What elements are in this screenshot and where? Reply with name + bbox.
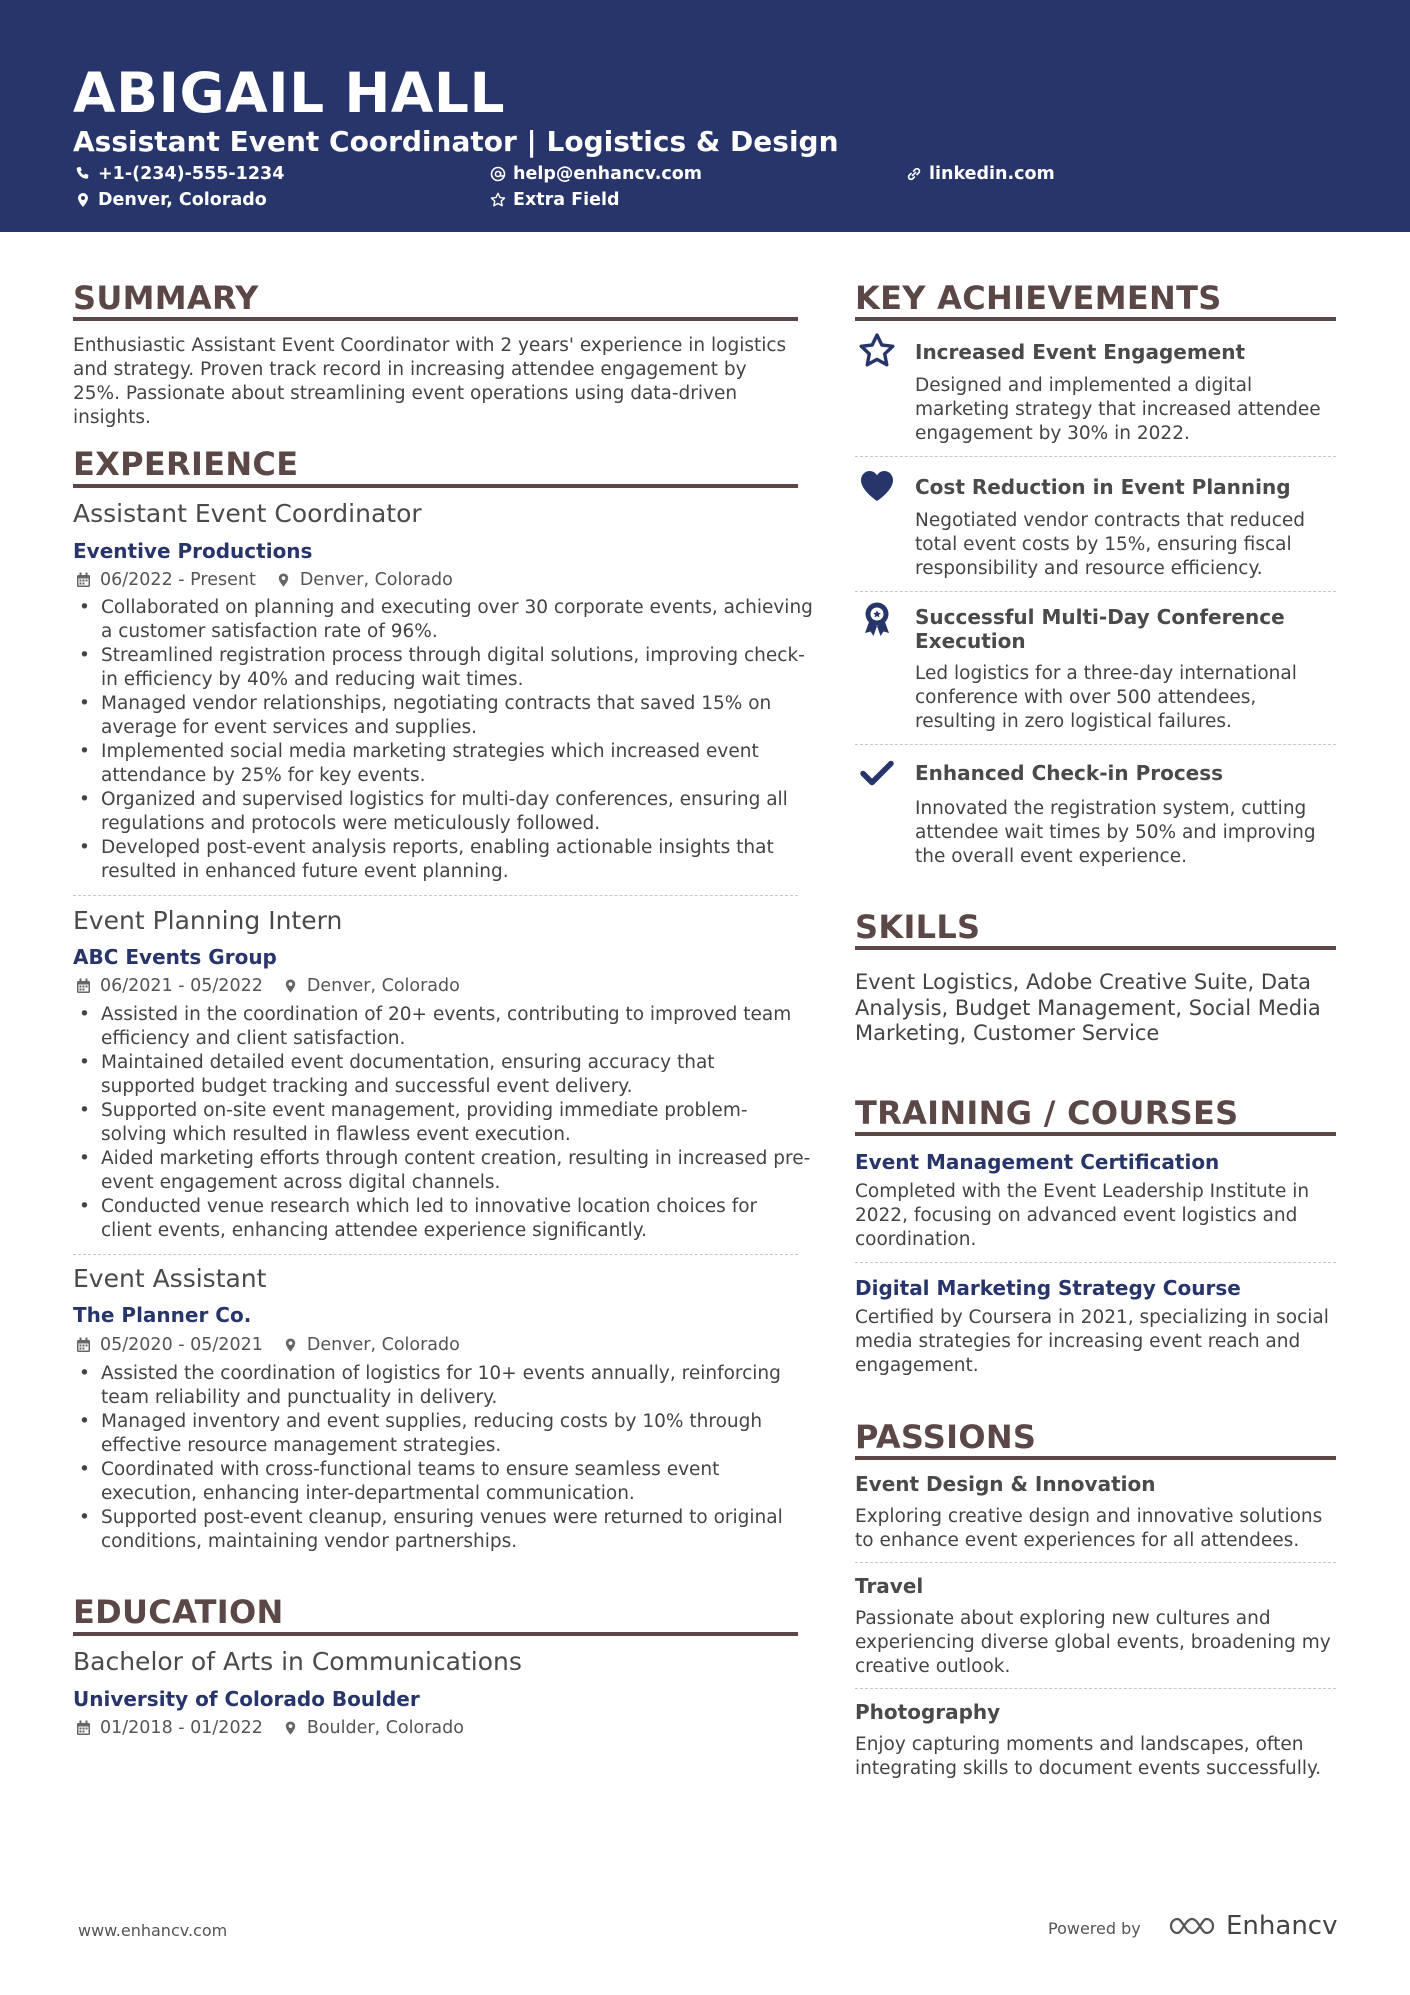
calendar-icon [76,572,91,588]
summary-rule [73,317,798,321]
job-meta [76,1333,460,1357]
bullet-item: • Collaborated on planning and executing over 30 corporate events, achieving a customer satisfaction rate of 96%. [73,596,813,644]
location-pin-icon [283,1337,298,1353]
course-desc: Completed with the Event Leadership Institute in 2022, focusing on advanced event logistics and coordination. [855,1181,1310,1250]
bullet-item: • Implemented social media marketing strategies which increased event attendance by 25% for key events. [73,740,813,788]
passion-desc: Enjoy capturing moments and landscapes, often integrating skills to document events successfully. [855,1734,1322,1779]
course-title: Event Management Certification [855,1150,1220,1174]
passion-title: Event Design & Innovation [855,1472,1156,1496]
course-title: Digital Marketing Strategy Course [855,1276,1241,1300]
header [0,0,1410,232]
job-dates: 06/2022 - Present [100,570,256,590]
bullet-item: • Conducted venue research which led to innovative location choices for client events, enhancing attendee experience significantly. [73,1195,813,1243]
passion-divider [855,1562,1336,1563]
linkedin-text: linkedin.com [929,164,1055,184]
link-icon [906,166,922,182]
enhancv-logo-icon [1168,1914,1216,1938]
school-name: University of Colorado Boulder [73,1687,420,1711]
contact-linkedin[interactable] [906,162,1055,186]
phone-text: +1-(234)-555-1234 [98,164,285,184]
candidate-title: Assistant Event Coordinator | Logistics & Design [73,125,839,158]
job-meta [76,568,453,592]
achievement-divider [855,744,1336,745]
passions-heading: PASSIONS [855,1418,1037,1456]
job-location [283,974,460,998]
achievement-desc: Innovated the registration system, cutting attendee wait times by 50% and improving the overall event experience. [915,798,1316,867]
education-heading: EDUCATION [73,1593,284,1631]
achievement-divider [855,591,1336,592]
job-title: Assistant Event Coordinator [73,499,422,528]
bullet-item: • Managed inventory and event supplies, reducing costs by 10% through effective resource management strategies. [73,1410,813,1458]
candidate-name: ABIGAIL HALL [73,61,506,125]
bullet-item: • Maintained detailed event documentation, ensuring accuracy that supported budget tracking and successful event delivery. [73,1051,813,1099]
skills-rule [855,946,1336,950]
star-outline-icon [490,192,506,208]
skills-heading: SKILLS [855,908,981,946]
achievement-title: Cost Reduction in Event Planning [915,475,1291,499]
passion-desc: Passionate about exploring new cultures and experiencing diverse global events, broadening my creative outlook. [855,1608,1331,1677]
training-rule [855,1132,1336,1136]
calendar-icon [76,1720,91,1736]
calendar-icon [76,978,91,994]
achievement-desc: Negotiated vendor contracts that reduced total event costs by 15%, ensuring fiscal responsibility and resource efficiency. [915,510,1306,579]
training-heading: TRAINING / COURSES [855,1094,1239,1132]
job-bullets [73,596,813,884]
contact-location [75,188,267,212]
bullet-item: • Coordinated with cross-functional teams to ensure seamless event execution, enhancing inter-departmental communication. [73,1458,813,1506]
bullet-item: • Assisted in the coordination of 20+ events, contributing to improved team efficiency and client satisfaction. [73,1003,813,1051]
achievement-title: Increased Event Engagement [915,340,1246,364]
summary-text: Enthusiastic Assistant Event Coordinator with 2 years' experience in logistics and strategy. Proven track record in increasing attendee engagement by 25%. Passionate about streamlining event operations using data-driven insights. [73,335,787,428]
footer-url[interactable]: www.enhancv.com [78,1921,228,1940]
brand-logo[interactable] [1168,1909,1337,1943]
job-divider [73,1254,798,1255]
email-text: help@enhancv.com [513,164,703,184]
job-bullets [73,1003,813,1243]
job-location [276,568,453,592]
course-desc: Certified by Coursera in 2021, specializing in social media strategies for increasing event reach and engagement. [855,1307,1329,1376]
passion-title: Photography [855,1700,1001,1724]
passion-divider [855,1688,1336,1689]
phone-icon [75,166,91,182]
extra-field-text: Extra Field [513,190,620,210]
education-meta [76,1716,464,1740]
job-location-text: Denver, Colorado [306,1335,460,1355]
job-company: The Planner Co. [73,1303,252,1327]
passion-title: Travel [855,1574,924,1598]
bullet-item: • Managed vendor relationships, negotiating contracts that saved 15% on average for event services and supplies. [73,692,813,740]
passion-desc: Exploring creative design and innovative solutions to enhance event experiences for all attendees. [855,1506,1323,1551]
powered-by-label: Powered by [1048,1919,1141,1938]
brand-name: Enhancv [1226,1911,1338,1941]
job-location-text: Denver, Colorado [306,976,460,996]
job-location-text: Denver, Colorado [299,570,453,590]
job-title: Event Assistant [73,1264,267,1293]
job-meta [76,974,460,998]
achievements-heading: KEY ACHIEVEMENTS [855,279,1222,317]
calendar-icon [76,1337,91,1353]
location-pin-icon [75,192,91,208]
achievement-title: Enhanced Check-in Process [915,761,1224,785]
achievement-desc: Designed and implemented a digital marketing strategy that increased attendee engagement by 30% in 2022. [915,375,1321,444]
bullet-item: • Supported on-site event management, providing immediate problem-solving which resulted in flawless event execution. [73,1099,813,1147]
job-bullets [73,1362,813,1554]
job-divider [73,895,798,896]
education-dates: 01/2018 - 01/2022 [100,1718,263,1738]
bullet-item: • Organized and supervised logistics for multi-day conferences, ensuring all regulations and protocols were meticulously followed. [73,788,813,836]
location-text: Denver, Colorado [98,190,267,210]
checkmark-icon [858,754,896,792]
star-icon [858,332,896,370]
award-ribbon-icon [858,600,896,638]
education-rule [73,1632,798,1636]
bullet-item: • Assisted the coordination of logistics for 10+ events annually, reinforcing team reliability and punctuality in delivery. [73,1362,813,1410]
job-title: Event Planning Intern [73,906,343,935]
bullet-item: • Supported post-event cleanup, ensuring venues were returned to original conditions, maintaining vendor partnerships. [73,1506,813,1554]
achievement-desc: Led logistics for a three-day international conference with over 500 attendees, resulting in zero logistical failures. [915,663,1297,732]
course-divider [855,1262,1336,1263]
job-dates: 05/2020 - 05/2021 [100,1335,263,1355]
contact-phone[interactable] [75,162,284,186]
achievement-title: Successful Multi-Day Conference Execution [915,605,1285,653]
job-dates: 06/2021 - 05/2022 [100,976,263,996]
education-location-text: Boulder, Colorado [306,1718,464,1738]
location-pin-icon [283,1720,298,1736]
bullet-item: • Aided marketing efforts through content creation, resulting in increased pre-event engagement across digital channels. [73,1147,813,1195]
achievement-divider [855,456,1336,457]
experience-heading: EXPERIENCE [73,445,299,483]
education-location [283,1716,464,1740]
contact-email[interactable] [490,162,702,186]
degree-title: Bachelor of Arts in Communications [73,1647,522,1676]
contact-extra [490,188,620,212]
at-icon [490,166,506,182]
bullet-item: • Streamlined registration process through digital solutions, improving check-in efficiency by 40% and reducing wait times. [73,644,813,692]
experience-rule [73,484,798,488]
passions-rule [855,1456,1336,1460]
heart-icon [858,467,896,505]
job-location [283,1333,460,1357]
job-company: ABC Events Group [73,945,277,969]
location-pin-icon [276,572,291,588]
skills-text: Event Logistics, Adobe Creative Suite, Data Analysis, Budget Management, Social Media Marketing, Customer Service [855,970,1321,1045]
location-pin-icon [283,978,298,994]
achievements-rule [855,317,1336,321]
bullet-item: • Developed post-event analysis reports, enabling actionable insights that resulted in enhanced future event planning. [73,836,813,884]
job-company: Eventive Productions [73,539,313,563]
summary-heading: SUMMARY [73,279,259,317]
